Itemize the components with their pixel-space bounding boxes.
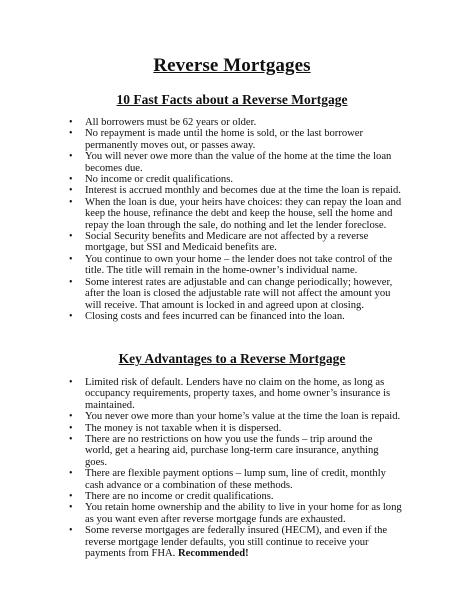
list-item bbox=[0, 185, 464, 196]
list-item-text: Some reverse mortgages are federally insured (HECM), and even if the reverse mortgage lender defaults, you still continue to receive your payments from FHA. bbox=[85, 525, 388, 560]
bullet-icon: • bbox=[69, 276, 73, 288]
bullet-icon: • bbox=[69, 491, 73, 503]
list-item-text: You will never owe more than the value of the home at the time the loan becomes due. bbox=[85, 151, 392, 174]
bullet-icon: • bbox=[69, 151, 73, 163]
section-heading-fast-facts: 10 Fast Facts about a Reverse Mortgage bbox=[116, 92, 348, 107]
list-item bbox=[0, 434, 464, 468]
bullet-icon: • bbox=[69, 253, 73, 265]
list-item bbox=[0, 377, 464, 411]
list-item-text: All borrowers must be 62 years or older. bbox=[85, 117, 257, 128]
list-item-text: There are no income or credit qualifications. bbox=[85, 491, 274, 503]
bullet-icon: • bbox=[69, 231, 73, 243]
list-item-text: Some interest rates are adjustable and can change periodically; however, after the loan is closed the adjustable rate will not affect the amount you will receive. That amount is locked in and agreed upon at closing. bbox=[85, 276, 393, 311]
bullet-icon: • bbox=[69, 434, 73, 446]
list-item bbox=[0, 231, 464, 254]
list-item bbox=[0, 174, 464, 185]
bullet-icon: • bbox=[69, 468, 73, 480]
list-item-text: Limited risk of default. Lenders have no claim on the home, as long as occupancy requirements, property taxes, and home owner’s insurance is maintained. bbox=[85, 377, 391, 411]
list-item bbox=[0, 311, 464, 322]
list-item bbox=[0, 128, 464, 151]
list-item bbox=[0, 254, 464, 277]
bullet-icon: • bbox=[69, 502, 73, 514]
list-item bbox=[0, 502, 464, 525]
list-item-text: When the loan is due, your heirs have choices: they can repay the loan and keep the house, refinance the debt and keep the house, sell the home and repay the loan through the sale, do nothing and let the lender foreclose. bbox=[85, 196, 402, 231]
list-item-text: Interest is accrued monthly and becomes due at the time the loan is repaid. bbox=[85, 185, 401, 197]
bullet-icon: • bbox=[69, 411, 73, 423]
list-item-text: You never owe more than your home’s value at the time the loan is repaid. bbox=[85, 411, 401, 423]
list-item bbox=[0, 117, 464, 128]
bullet-icon: • bbox=[69, 377, 73, 388]
fast-facts-list bbox=[0, 117, 464, 322]
bullet-icon: • bbox=[69, 310, 73, 322]
bullet-icon: • bbox=[69, 185, 73, 197]
bullet-icon: • bbox=[69, 128, 73, 140]
bullet-icon: • bbox=[69, 117, 73, 128]
list-item bbox=[0, 423, 464, 434]
bullet-icon: • bbox=[69, 525, 73, 537]
list-item bbox=[0, 197, 464, 231]
bullet-icon: • bbox=[69, 174, 73, 186]
bullet-icon: • bbox=[69, 422, 73, 434]
list-item bbox=[0, 468, 464, 491]
list-item-text: You continue to own your home – the lender does not take control of the title. The title will remain in the home-owner’s individual name. bbox=[85, 253, 393, 277]
list-item-text: There are no restrictions on how you use the funds – trip around the world, get a hearing aid, purchase long-term care insurance, anything goes. bbox=[85, 434, 379, 468]
list-item-text: There are flexible payment options – lump sum, line of credit, monthly cash advance or a combination of these methods. bbox=[85, 468, 386, 491]
list-item-text: Social Security benefits and Medicare are not affected by a reverse mortgage, but SSI and Medicaid benefits are. bbox=[85, 231, 369, 254]
list-item bbox=[0, 491, 464, 502]
section-heading-key-advantages: Key Advantages to a Reverse Mortgage bbox=[118, 351, 346, 366]
list-item-text: The money is not taxable when it is dispersed. bbox=[85, 422, 282, 434]
list-item-text: No repayment is made until the home is sold, or the last borrower permanently moves out, or passes away. bbox=[85, 128, 364, 151]
recommended-emphasis: Recommended! bbox=[178, 548, 249, 560]
list-item-text: You retain home ownership and the ability to live in your home for as long as you want even after reverse mortgage funds are exhausted. bbox=[85, 502, 402, 525]
list-item bbox=[0, 411, 464, 422]
list-item bbox=[0, 277, 464, 311]
key-advantages-list bbox=[0, 377, 464, 560]
list-item-text: Closing costs and fees incurred can be financed into the loan. bbox=[85, 310, 345, 322]
bullet-icon: • bbox=[69, 196, 73, 208]
list-item-text: No income or credit qualifications. bbox=[85, 174, 233, 186]
document-title: Reverse Mortgages bbox=[153, 55, 311, 76]
list-item bbox=[0, 525, 464, 559]
list-item bbox=[0, 151, 464, 174]
